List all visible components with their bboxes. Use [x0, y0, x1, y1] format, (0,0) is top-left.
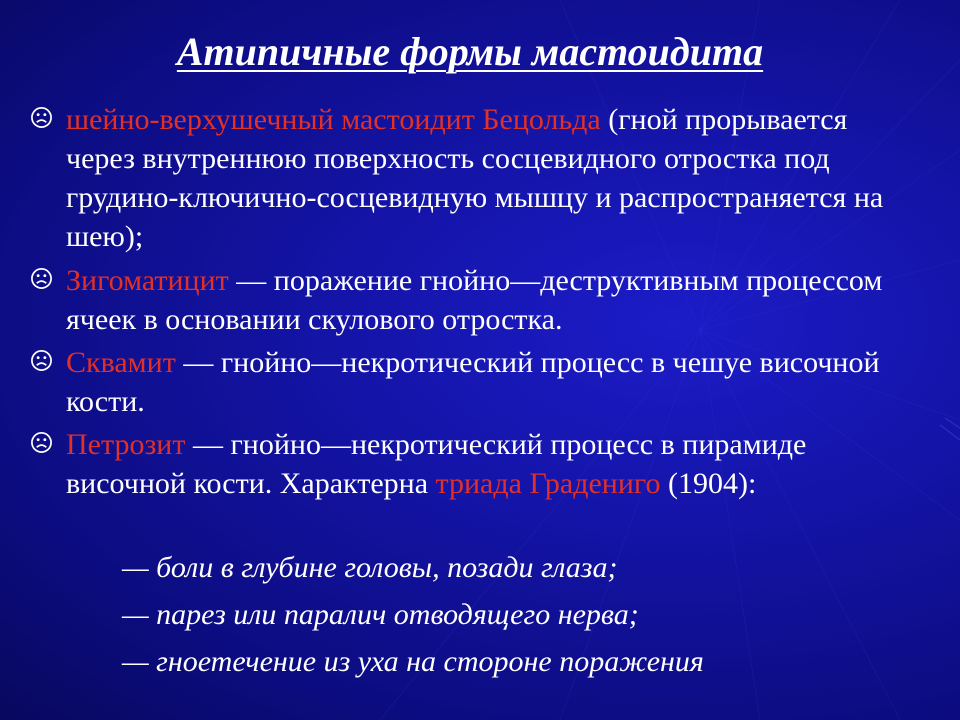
slide-title: Атипичные формы мастоидита [176, 29, 764, 74]
triad-item-otorrhea: — гноетечение из уха на стороне поражения [122, 645, 704, 678]
term-zygomaticitis: Зигоматицит [66, 264, 229, 297]
term-squamitis: Сквамит [66, 346, 176, 379]
list-item-squamitis [30, 343, 920, 421]
term-bezold: шейно-верхушечный мастоидит Бецольда [66, 103, 601, 136]
term-petrositis: Петрозит [66, 428, 186, 461]
frowning-face-icon [30, 349, 53, 372]
term-gradenigo-triad: триада Градениго [435, 467, 661, 500]
item-text-gradenigo-year: (1904): [660, 467, 757, 500]
list-item-zygomaticitis [30, 261, 920, 339]
frowning-face-icon [30, 267, 53, 290]
item-text-petrositis: — гнойно—некротический процесс в пирамиде височной кости. Характерна [66, 428, 807, 500]
list-item-petrositis [30, 425, 920, 503]
item-text-zygomaticitis: — поражение гнойно—деструктивным процессом ячеек в основании скулового отростка. [66, 264, 883, 336]
item-text-squamitis: — гнойно—некротический процесс в чешуе височной кости. [66, 346, 880, 418]
frowning-face-icon [30, 431, 53, 454]
item-text-bezold: (гной прорывается через внутреннюю поверхность сосцевидного отростка под грудино-ключично-сосцевидную мышцу и распространяется на шею); [66, 103, 884, 253]
list-item-bezold [30, 100, 920, 256]
triad-item-pain: — боли в глубине головы, позади глаза; [122, 551, 618, 584]
triad-item-paresis: — парез или паралич отводящего нерва; [122, 598, 639, 631]
frowning-face-icon [30, 106, 53, 129]
